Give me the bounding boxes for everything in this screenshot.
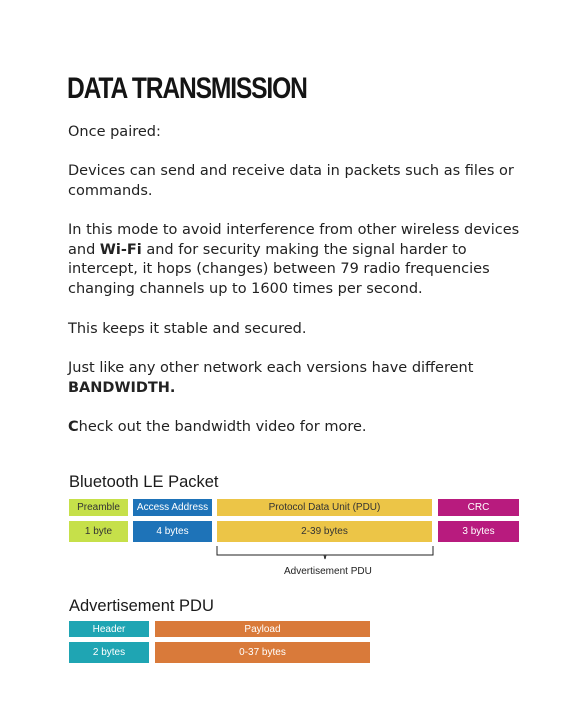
field-preamble: Preamble	[69, 499, 128, 516]
bandwidth-bold: BANDWIDTH.	[68, 379, 176, 396]
page-title: DATA TRANSMISSION	[67, 72, 307, 105]
field-access-address: Access Address	[133, 499, 212, 516]
size-crc: 3 bytes	[438, 521, 519, 542]
field-pdu: Protocol Data Unit (PDU)	[217, 499, 432, 516]
paragraph-video-lead: C	[68, 419, 79, 435]
paragraph-frequency-hopping	[68, 221, 538, 299]
paragraph-video-text: heck out the bandwidth video for more.	[78, 419, 367, 435]
pdu-brace	[215, 545, 435, 561]
size-pdu: 2-39 bytes	[217, 521, 432, 542]
paragraph-frequency-hopping-text-2: and for security making the signal harder to intercept, it hops (changes) between 79 radio frequencies changing channels up to 1600 times per second.	[68, 241, 490, 297]
size-header: 2 bytes	[69, 642, 149, 663]
field-payload: Payload	[155, 621, 370, 637]
paragraph-stable: This keeps it stable and secured.	[68, 321, 307, 337]
paragraph-frequency-hopping-text-1: In this mode to avoid interference from other wireless devices and	[68, 222, 520, 258]
paragraph-once-paired: Once paired:	[68, 124, 161, 140]
paragraph-bandwidth-text: Just like any other network each versions have different	[68, 360, 474, 376]
paragraph-packets: Devices can send and receive data in packets such as files or commands.	[68, 163, 514, 199]
wifi-bold: Wi-Fi	[99, 241, 142, 258]
adv-pdu-title: Advertisement PDU	[69, 597, 214, 615]
field-crc: CRC	[438, 499, 519, 516]
paragraph-bandwidth	[68, 359, 538, 398]
brace-label: Advertisement PDU	[284, 566, 372, 577]
size-preamble: 1 byte	[69, 521, 128, 542]
size-payload: 0-37 bytes	[155, 642, 370, 663]
field-header: Header	[69, 621, 149, 637]
paragraph-video	[68, 418, 538, 438]
size-access-address: 4 bytes	[133, 521, 212, 542]
le-packet-title: Bluetooth LE Packet	[69, 473, 219, 491]
